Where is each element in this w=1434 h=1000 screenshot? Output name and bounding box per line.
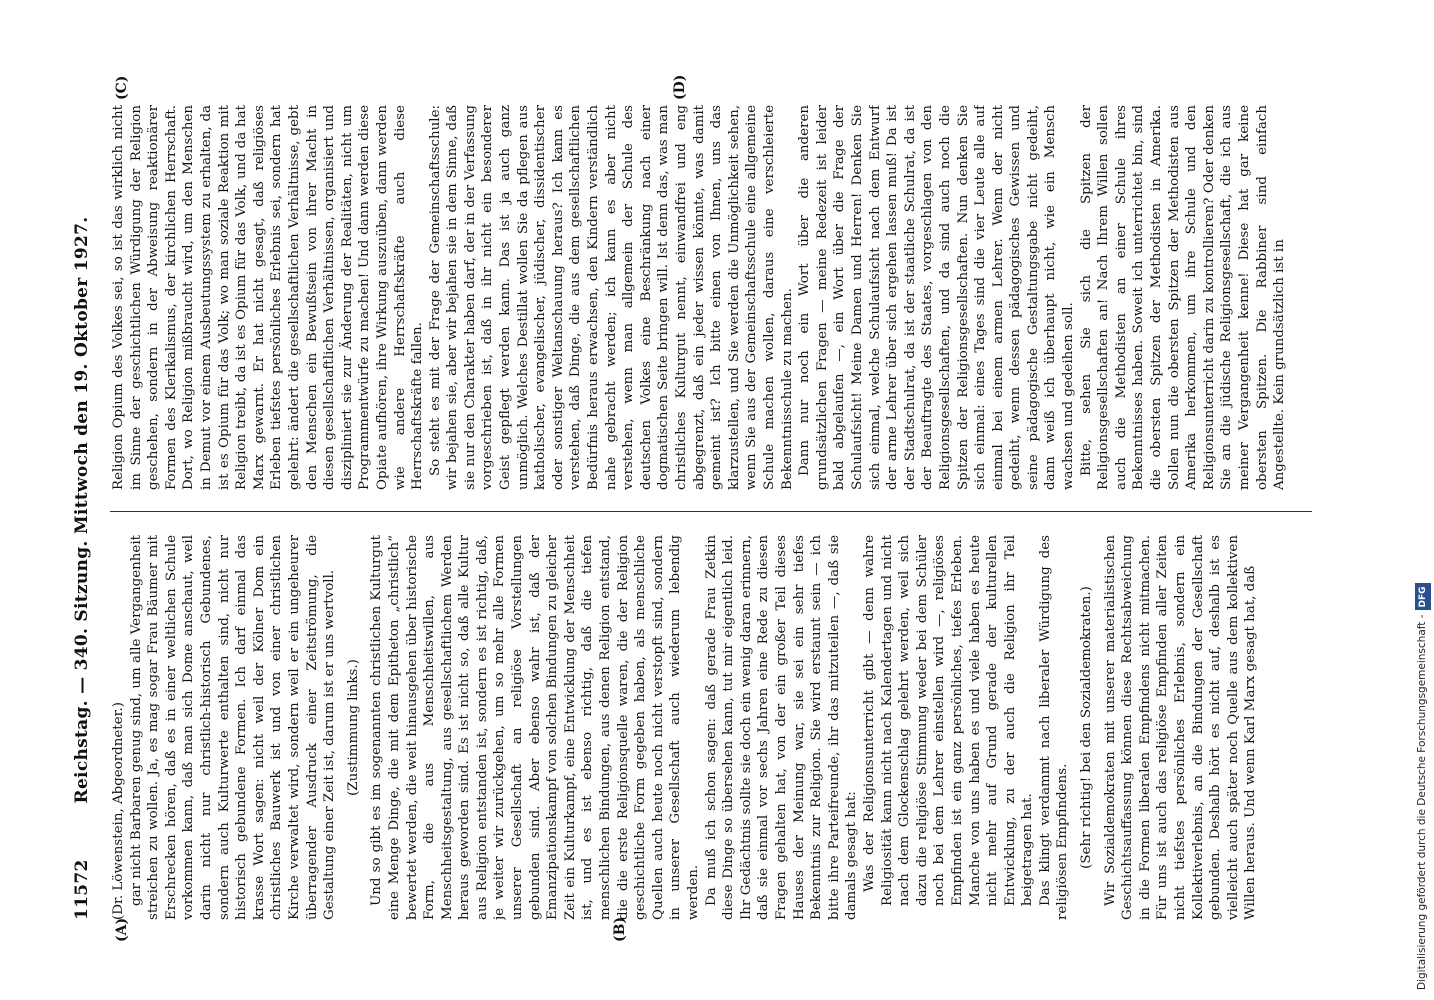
page-title: Reichstag. — 340. Sitzung. Mittwoch den 19. Oktober 1927. [72,216,92,804]
right-column [110,105,1312,490]
paragraph: Dann nur noch ein Wort über die anderen grundsätzlichen Fragen — meine Redezeit ist leider bald abgelaufen —, ein Wort über die Frage der Schulaufsicht! Meine Damen und Herren! Denken Sie sich einmal, welche Schulaufsicht nach dem Entwurf der arme Lehrer über sich ergehen lassen muß! Da ist der Stadtschulrat, da ist der staatliche Schulrat, da ist der Beauftragte des Staates, vorgeschlagen von den Religionsgesellschaften, und da sind auch noch die Spitzen der Religionsgesellschaften. Nun denken Sie sich einmal: eines Tages sind die vier Leute alle auf einmal bei einem armen Lehrer. Wenn der nicht gedeiht, wenn dessen pädagogisches Gewissen und seine pädagogische Gestaltungsgabe nicht gedeiht, dann weiß ich überhaupt nicht, wie ein Mensch wachsen und gedeihen soll. [797,105,1077,490]
marker-c: (C) [114,75,130,100]
paragraph: Bitte, sehen Sie sich die Spitzen der Religionsgesellschaften an! Nach Ihrem Willen sollen auch die Methodisten an einer Schule ihres Bekenntnisses haben. Soweit ich unterrichtet bin, sind die obersten Spitzen der Methodisten in Amerika. Sollen nun die obersten Spitzen der Methodisten aus Amerika herkommen, um ihre Schule und den Religionsunterricht darin zu kontrollieren? Oder denken Sie an die jüdische Religionsgesellschaft, die ich aus meiner Vergangenheit kenne! Diese hat gar keine obersten Spitzen. Die Rabbiner sind einfach Angestellte. Kein grundsätzlich ist in [1078,105,1288,490]
speaker-line: (Dr. Löwenstein, Abgeordneter.) [111,701,126,920]
marker-d: (D) [672,74,688,100]
marker-b: (B) [612,916,628,942]
interjection: (Zustimmung links.) [345,659,361,796]
quotation: Was der Religionsunterricht gibt — denn wahre Religiosität kann nicht nach Kalendertagen und nicht nach dem Glockenschlag gelehrt werden, weil sich dazu die religiöse Stimmung weder bei dem Schüler noch bei dem Lehrer einstellen wird —, religiöses Empfinden ist ein ganz persönliches, tiefes Erleben. Manche von uns haben es und viele haben es heute nicht mehr auf Grund gerade der kulturellen Entwicklung, zu der auch die Religion ihr Teil beigetragen hat. [861,535,1036,906]
stamp-text: Digitalisierung gefördert durch die Deutsche Forschungsgemeinschaft - [1416,614,1428,990]
left-column [110,535,1312,920]
paragraph: Wir Sozialdemokraten mit unserer materialistischen Geschichtsauffassung können diese Rechtsabweichung in die Formen liberalen Empfindens nicht mitmachen. Für uns ist auch das religiöse Empfinden aller Zeiten nicht tiefstes persönliches Erlebnis, sondern ein Kollektiverlebnis, an die Bindungen der Gesellschaft gebunden. Deshalb hört es nicht auf, deshalb ist es vielleicht auch später noch Quelle aus dem kollektiven Willen heraus. Und wenn Karl Marx gesagt hat, daß [1102,535,1259,920]
interjection: (Sehr richtig! bei den Sozialdemokraten.) [1079,586,1095,869]
paragraph: So steht es mit der Frage der Gemeinschaftsschule: wir bejahen sie, aber wir bejahen sie in dem Sinne, daß sie nur den Charakter haben darf, der in der Verfassung vorgeschrieben ist, daß in ihr nicht ein besonderer Geist gepflegt werden kann. Das ist ja auch ganz unmöglich. Welches Destillat wollen Sie da pflegen aus katholischer, evangelischer, jüdischer, dissidentischer oder sonstiger Weltanschauung heraus? Ich kann es verstehen, daß Dinge, die aus dem gesellschaftlichen Bedürfnis heraus erwachsen, den Kindern verständlich nahe gebracht werden; ich kann es aber nicht verstehen, wenn man allgemein der Schule des deutschen Volkes eine Beschränkung nach einer dogmatischen Seite bringen will. Ist denn das, was man christliches Kulturgut nennt, einwandfrei und eng abgegrenzt, daß ein jeder wissen könnte, was damit gemeint ist? Ich bitte einen von Ihnen, uns das klarzustellen, und Sie werden die Unmöglichkeit sehen, wenn Sie aus der Gemeinschaftsschule eine allgemeine Schule machen wollen, daraus eine verschleierte Bekenntnisschule zu machen. [427,105,795,490]
dfg-logo: DFG [1415,583,1431,610]
scanned-page [52,60,1332,960]
digitization-stamp [1414,30,1430,990]
paragraph: Das klingt verdammt nach liberaler Würdigung des religiösen Empfindens. [1037,535,1071,920]
page-header [72,100,102,920]
paragraph: Religion Opium des Volkes sei, so ist das wirklich nicht im Sinne der geschichtlichen Würdigung der Religion geschehen, sondern in der Abweisung reaktionärer Formen des Klerikalismus, der kirchlichen Herrschaft. Dort, wo Religion mißbraucht wird, um den Menschen in Demut vor einem Ausbeutungssystem zu erhalten, da ist es Opium für das Volk; wo man soziale Reaktion mit Religion treibt, da ist es Opium für das Volk, und da hat Marx gewarnt. Er hat nicht gesagt, daß religiöses Erleben tiefstes persönliches Erlebnis sei, sondern hat gelehrt: ändert die gesellschaftlichen Verhältnisse, gebt den Menschen ein Bewußtsein von ihrer Macht in diesen gesellschaftlichen Verhältnissen, organisiert und diszipliniert sie zur Änderung der Realitäten, nicht um Programmentwürfe zu machen! Und dann werden diese Opiate aufhören, ihre Wirkung auszuüben, dann werden wie andere Herrschaftskräfte auch diese Herrschaftskräfte fallen. [111,105,426,490]
paragraph: Und so gibt es im sogenannten christlichen Kulturgut eine Menge Dinge, die mit dem Epitheton „christlich“ bewertet werden, die weit hinausgehen über historische Form, die aus Menschheitswillen, aus Menschheitsgestaltung, aus gesellschaftlichem Werden heraus geworden sind. Es ist nicht so, daß alle Kultur aus Religion entstanden ist, sondern es ist richtig, daß, je weiter wir zurückgehen, um so mehr alle Formen unserer Gesellschaft an religiöse Vorstellungen gebunden sind. Aber ebenso wahr ist, daß der Emanzipationskampf von solchen Bindungen zu gleicher Zeit ein Kulturkampf, eine Entwicklung der Menschheit ist, und es ist ebenso richtig, daß die tiefen menschlichen Bindungen, aus denen Religion entstand, die die erste Religionsquelle waren, die der Religion geschichtliche Form gegeben haben, als menschliche Quellen auch heute noch nicht verstopft sind, sondern in unserer Gesellschaft auch wiederum lebendig werden. [369,535,701,920]
page-number: 11572 [72,859,92,920]
paragraph: gar nicht Barbaren genug sind, um alle Vergangenheit streichen zu wollen. Ja, es mag sogar Frau Bäumer mit Erschrecken hören, daß es in einer weltlichen Schule vorkommen kann, daß man sich Dome anschaut, weil darin nicht nur christlich-historisch Gebundenes, sondern auch Kulturwerte enthalten sind, nicht nur historisch gebundene Formen. Ich darf einmal das krasse Wort sagen: nicht weil der Kölner Dom ein christliches Bauwerk ist und von einer christlichen Kirche verwaltet wird, sondern weil er ein ungeheurer überragender Ausdruck einer Zeitströmung, die Gestaltung einer Zeit ist, darum ist er uns wertvoll. [128,535,338,920]
paragraph: Da muß ich schon sagen: daß gerade Frau Zetkin diese Dinge so übersehen kann, tut mir eigentlich leid. Ihr Gedächtnis sollte sie doch ein wenig daran erinnern, daß sie einmal vor sechs Jahren eine Rede zu diesen Fragen gehalten hat, von der ein großer Teil dieses Hauses der Meinung war, sie sei ein sehr tiefes Bekenntnis zur Religion. Sie wird erstaunt sein — ich bitte ihre Parteifreunde, ihr das mitzuteilen —, daß sie damals gesagt hat: [703,535,860,920]
marker-a: (A) [114,917,130,942]
column-divider [110,511,1312,512]
